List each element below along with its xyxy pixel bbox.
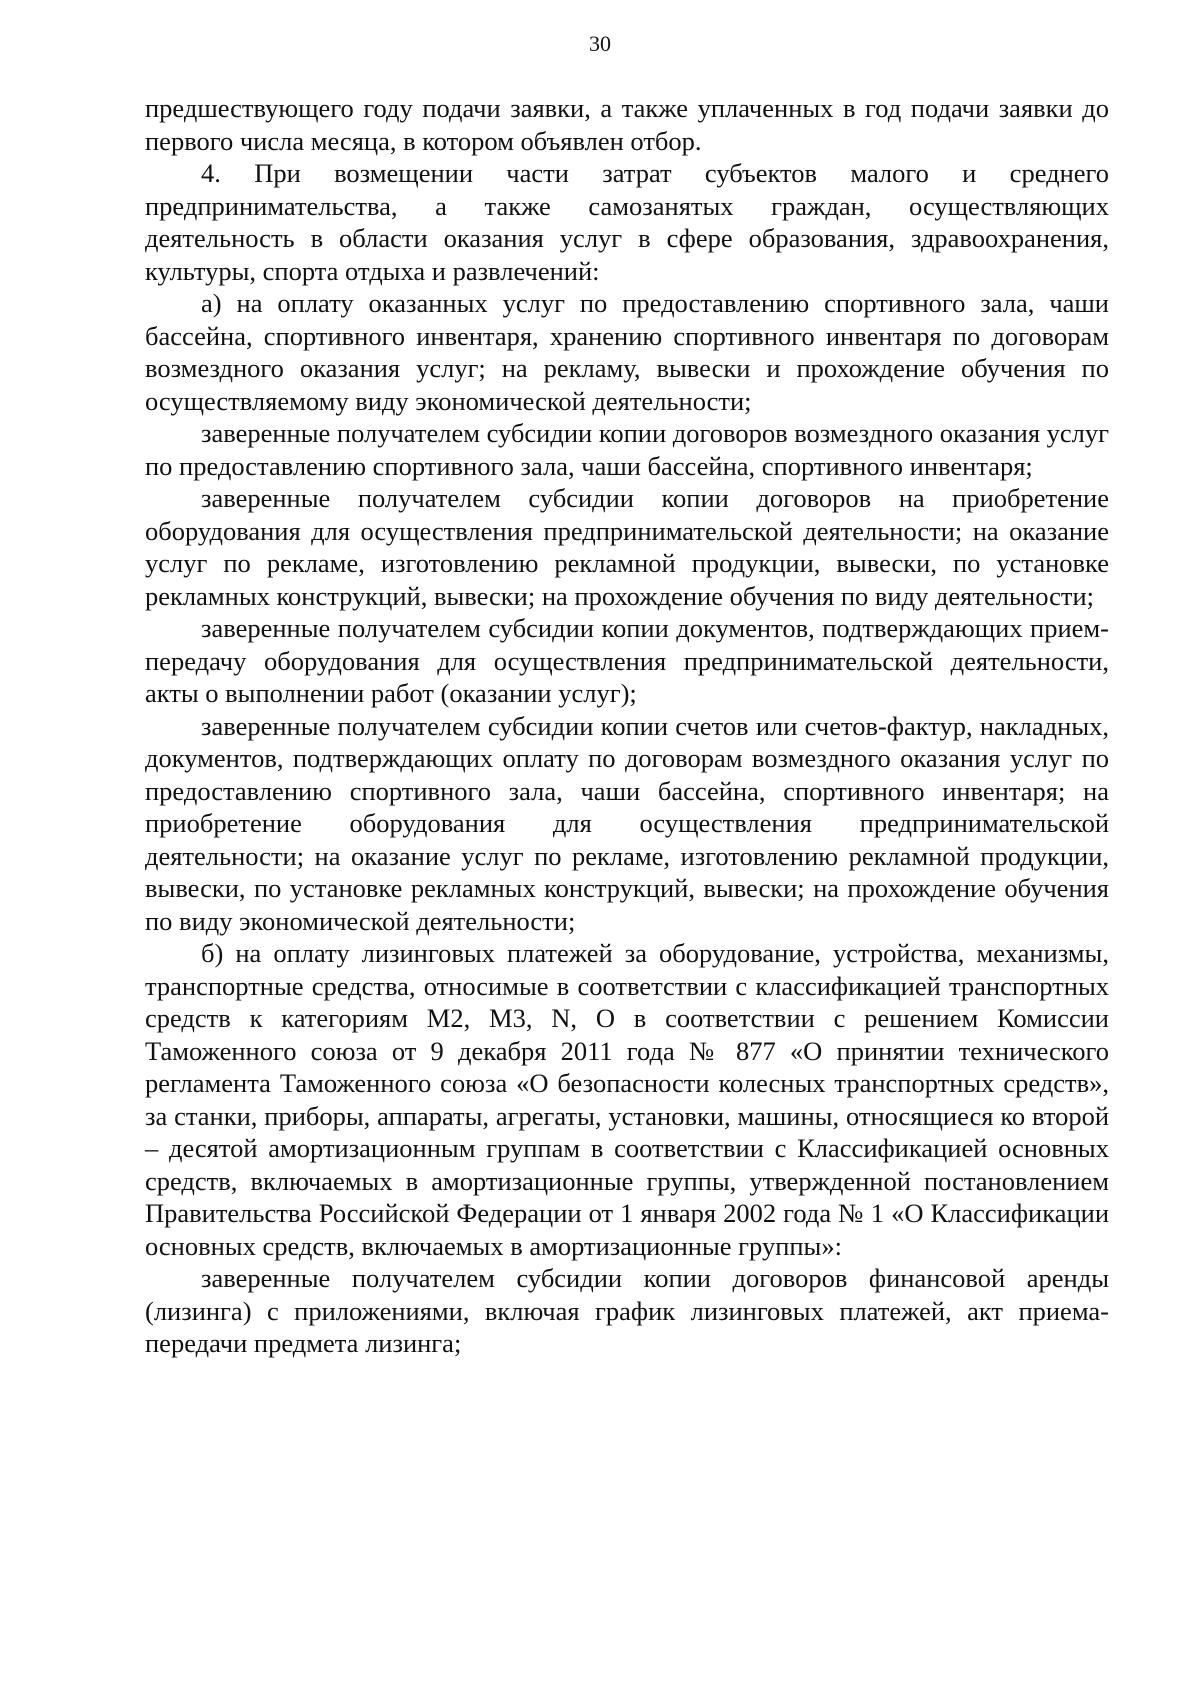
paragraph-subitem-b: б) на оплату лизинговых платежей за оборудование, устройства, механизмы, транспортные средства, относимые в соответствии с классификацией транспортных средств к категориям M2, M3, N, O в соответствии с решением Комиссии Таможенного союза от 9 декабря 2011 года № 877 «О принятии технического регламента Таможенного союза «О безопасности колесных транспортных средств», за станки, приборы, аппараты, агрегаты, установки, машины, относящиеся ко второй – десятой амортизационным группам в соответствии с Классификацией основных средств, включаемых в амортизационные группы, утвержденной постановлением Правительства Российской Федерации от 1 января 2002 года № 1 «О Классификации основных средств, включаемых в амортизационные группы»: xyxy=(145,938,1109,1261)
paragraph-leasing-contracts: заверенные получателем субсидии копии договоров финансовой аренды (лизинга) с приложениями, включая график лизинговых платежей, акт приема-передачи предмета лизинга; xyxy=(145,1263,1109,1358)
paragraph-transfer-documents: заверенные получателем субсидии копии документов, подтверждающих прием-передачу оборудования для осуществления предпринимательской деятельности, акты о выполнении работ (оказании услуг); xyxy=(145,613,1109,708)
paragraph-contracts-services: заверенные получателем субсидии копии договоров возмездного оказания услуг по предоставлению спортивного зала, чаши бассейна, спортивного инвентаря; xyxy=(145,418,1109,481)
paragraph-contracts-equipment: заверенные получателем субсидии копии договоров на приобретение оборудования для осуществления предпринимательской деятельности; на оказание услуг по рекламе, изготовлению рекламной продукции, вывески, по установке рекламных конструкций, вывески; на прохождение обучения по виду деятельности; xyxy=(145,483,1109,611)
page-number: 30 xyxy=(589,31,611,56)
paragraph-item-4: 4. При возмещении части затрат субъектов малого и среднего предпринимательства, а также самозанятых граждан, осуществляющих деятельность в области оказания услуг в сфере образования, здравоохранения, культуры, спорта отдыха и развлечений: xyxy=(145,158,1109,286)
paragraph-invoices: заверенные получателем субсидии копии счетов или счетов-фактур, накладных, документов, подтверждающих оплату по договорам возмездного оказания услуг по предоставлению спортивного зала, чаши бассейна, спортивного инвентаря; на приобретение оборудования для осуществления предпринимательской деятельности; на оказание услуг по рекламе, изготовлению рекламной продукции, вывески, по установке рекламных конструкций, вывески; на прохождение обучения по виду экономической деятельности; xyxy=(145,710,1109,936)
paragraph-subitem-a: а) на оплату оказанных услуг по предоставлению спортивного зала, чаши бассейна, спортивного инвентаря, хранению спортивного инвентаря по договорам возмездного оказания услуг; на рекламу, вывески и прохождение обучения по осуществляемому виду экономической деятельности; xyxy=(145,288,1109,416)
document-body xyxy=(145,92,1109,1360)
paragraph-continuation: предшествующего году подачи заявки, а также уплаченных в год подачи заявки до первого числа месяца, в котором объявлен отбор. xyxy=(145,93,1109,156)
